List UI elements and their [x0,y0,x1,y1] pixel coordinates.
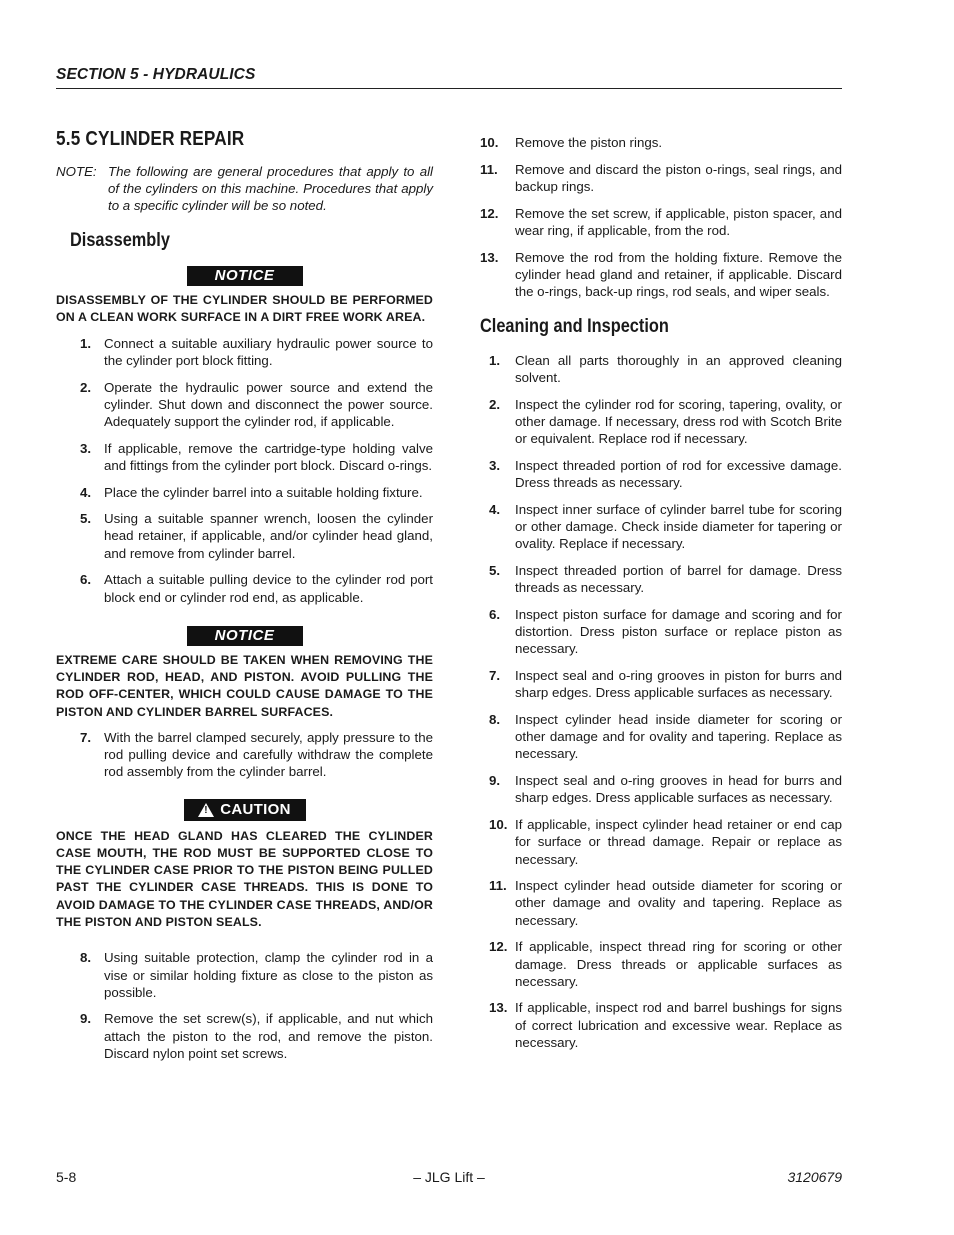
list-item [480,352,842,386]
list-item [56,335,433,369]
step-text: Inspect the cylinder rod for scoring, tapering, ovality, or other damage. If necessary, dress rod with Scotch Brite or equivalent. Replace rod if necessary. [515,397,842,447]
list-item [480,772,842,806]
list-item [56,1010,433,1062]
list-item [480,877,842,929]
step-number: 1. [80,335,92,351]
step-number: 8. [80,950,92,966]
notice-banner-2 [56,626,433,646]
list-item [480,396,842,448]
notice-label: NOTICE [187,626,303,646]
page-header [56,66,842,89]
notice-label: NOTICE [187,266,303,286]
step-text: Remove and discard the piston o-rings, seal rings, and backup rings. [515,161,842,194]
section-title: 5.5 CYLINDER REPAIR [56,128,245,150]
step-text: Using suitable protection, clamp the cylinder rod in a vise or similar holding fixture as close to the piston as possible. [104,950,433,1000]
step-text: Operate the hydraulic power source and extend the cylinder. Shut down and disconnect the power source. Adequately support the cylinder rod, if applicable. [104,379,433,429]
document-number: 3120679 [787,1169,842,1185]
section-header-title: SECTION 5 - HYDRAULICS [56,66,256,83]
step-text: Remove the set screw, if applicable, piston spacer, and wear ring, if applicable, from the rod. [515,205,842,238]
left-column [56,128,433,1072]
step-number: 13. [489,1000,508,1016]
step-number: 8. [489,712,501,728]
cleaning-title: Cleaning and Inspection [480,316,669,338]
notice-text-1: DISASSEMBLY OF THE CYLINDER SHOULD BE PERFORMED ON A CLEAN WORK SURFACE IN A DIRT FREE WORK AREA. [56,293,433,325]
list-item [480,205,842,239]
disassembly-steps-4 [480,134,842,300]
step-text: Place the cylinder barrel into a suitable holding fixture. [104,484,423,500]
list-item [56,949,433,1001]
caution-text: ONCE THE HEAD GLAND HAS CLEARED THE CYLINDER CASE MOUTH, THE ROD MUST BE SUPPORTED CLOSE TO THE CYLINDER CASE PRIOR TO THE PISTON BEING PULLED PAST THE CYLINDER CASE THREADS. THIS IS DONE TO AVOID DAMAGE TO THE CYLINDER CASE THREADS, AND/OR THE PISTON AND PISTON SEALS. [56,828,433,930]
disassembly-title: Disassembly [70,230,170,251]
list-item [480,667,842,701]
footer-brand: – JLG Lift – [413,1169,485,1185]
step-number: 12. [480,205,499,221]
step-number: 7. [489,668,501,684]
step-text: Inspect cylinder head outside diameter for scoring or other damage and ovality and tapering. Replace as necessary. [515,878,842,928]
list-item [480,816,842,868]
step-text: Inspect seal and o-ring grooves in piston for burrs and sharp edges. Dress applicable surfaces as necessary. [515,668,842,701]
step-text: With the barrel clamped securely, apply pressure to the rod pulling device and carefully withdraw the complete rod assembly from the cylinder barrel. [104,729,433,780]
step-number: 5. [489,563,501,579]
step-number: 10. [480,135,499,150]
step-text: If applicable, inspect rod and barrel bushings for signs of correct lubrication and excessive wear. Replace as necessary. [515,1000,842,1050]
step-number: 3. [80,440,92,456]
cleaning-steps [480,352,842,1051]
step-number: 4. [489,502,501,518]
step-number: 7. [80,729,92,745]
step-number: 6. [489,607,501,623]
step-number: 12. [489,939,508,955]
caution-banner [56,799,433,822]
caution-label: CAUTION [220,801,291,819]
step-text: Remove the set screw(s), if applicable, and nut which attach the piston to the rod, and remove the piston. Discard nylon point set screws. [104,1011,433,1061]
step-number: 6. [80,572,92,588]
step-number: 2. [489,397,501,413]
step-number: 11. [480,161,498,177]
list-item [480,562,842,596]
notice-banner-1 [56,266,433,286]
notice-text-2: EXTREME CARE SHOULD BE TAKEN WHEN REMOVING THE CYLINDER ROD, HEAD, AND PISTON. AVOID PULLING THE ROD OFF-CENTER, WHICH COULD CAUSE DAMAGE TO THE PISTON AND CYLINDER BARREL SURFACES. [56,652,433,719]
step-number: 9. [80,1011,92,1027]
step-text: Remove the rod from the holding fixture. Remove the cylinder head gland and retainer, if applicable. Discard the o-rings, back-up rings, rod seals, and wiper seals. [515,249,842,299]
caution-label-box [184,799,306,821]
list-item [56,379,433,431]
list-item [56,571,433,605]
list-item [480,606,842,658]
step-text: Inspect threaded portion of barrel for damage. Dress threads as necessary. [515,563,842,596]
list-item [56,729,433,781]
list-item [56,440,433,474]
step-text: If applicable, remove the cartridge-type holding valve and fittings from the cylinder port block. Discard o-rings. [104,440,433,473]
step-number: 5. [80,511,92,527]
step-text: Inspect seal and o-ring grooves in head for burrs and sharp edges. Dress applicable surfaces as necessary. [515,773,842,806]
list-item [480,711,842,763]
step-number: 9. [489,773,501,789]
disassembly-steps-2 [56,729,433,781]
step-number: 3. [489,458,501,474]
warning-triangle-icon: ! [198,803,214,817]
list-item [480,249,842,301]
step-text: If applicable, inspect cylinder head retainer or end cap for surface or thread damage. Repair or replace as necessary. [515,817,842,867]
disassembly-steps-3 [56,949,433,1062]
step-text: Using a suitable spanner wrench, loosen the cylinder head retainer, if applicable, and/or cylinder head gland, and remove from cylinder barrel. [104,511,433,561]
right-column [480,134,842,1061]
page-number: 5-8 [56,1169,77,1185]
list-item [56,484,433,501]
step-number: 4. [80,484,92,500]
step-number: 10. [489,817,508,833]
note [56,163,433,214]
list-item [480,134,842,151]
list-item [480,457,842,491]
step-text: If applicable, inspect thread ring for scoring or other damage. Dress threads or applicable surfaces as necessary. [515,939,842,989]
list-item [480,938,842,990]
step-text: Connect a suitable auxiliary hydraulic power source to the cylinder port block fitting. [104,335,433,368]
step-text: Inspect piston surface for damage and scoring and for distortion. Dress piston surface or replace piston as necessary. [515,607,842,657]
step-number: 1. [489,353,501,369]
step-number: 2. [80,379,92,395]
step-number: 13. [480,249,499,265]
step-number: 11. [489,878,507,894]
step-text: Clean all parts thoroughly in an approved cleaning solvent. [515,353,842,386]
step-text: Attach a suitable pulling device to the cylinder rod port block end or cylinder rod end, as applicable. [104,572,433,605]
list-item [56,510,433,562]
step-text: Inspect cylinder head inside diameter for scoring or other damage and for ovality and tapering. Replace as necessary. [515,712,842,762]
step-text: Inspect threaded portion of rod for excessive damage. Dress threads as necessary. [515,458,842,491]
disassembly-steps-1 [56,335,433,606]
note-text: The following are general procedures that apply to all of the cylinders on this machine. Procedures that apply to a specific cylinder will be so noted. [108,164,433,213]
list-item [480,161,842,195]
list-item [480,501,842,553]
note-label: NOTE: [56,164,97,179]
step-text: Inspect inner surface of cylinder barrel tube for scoring or other damage. Check inside diameter for tapering or ovality. Replace if necessary. [515,502,842,552]
step-text: Remove the piston rings. [515,135,663,150]
list-item [480,999,842,1051]
